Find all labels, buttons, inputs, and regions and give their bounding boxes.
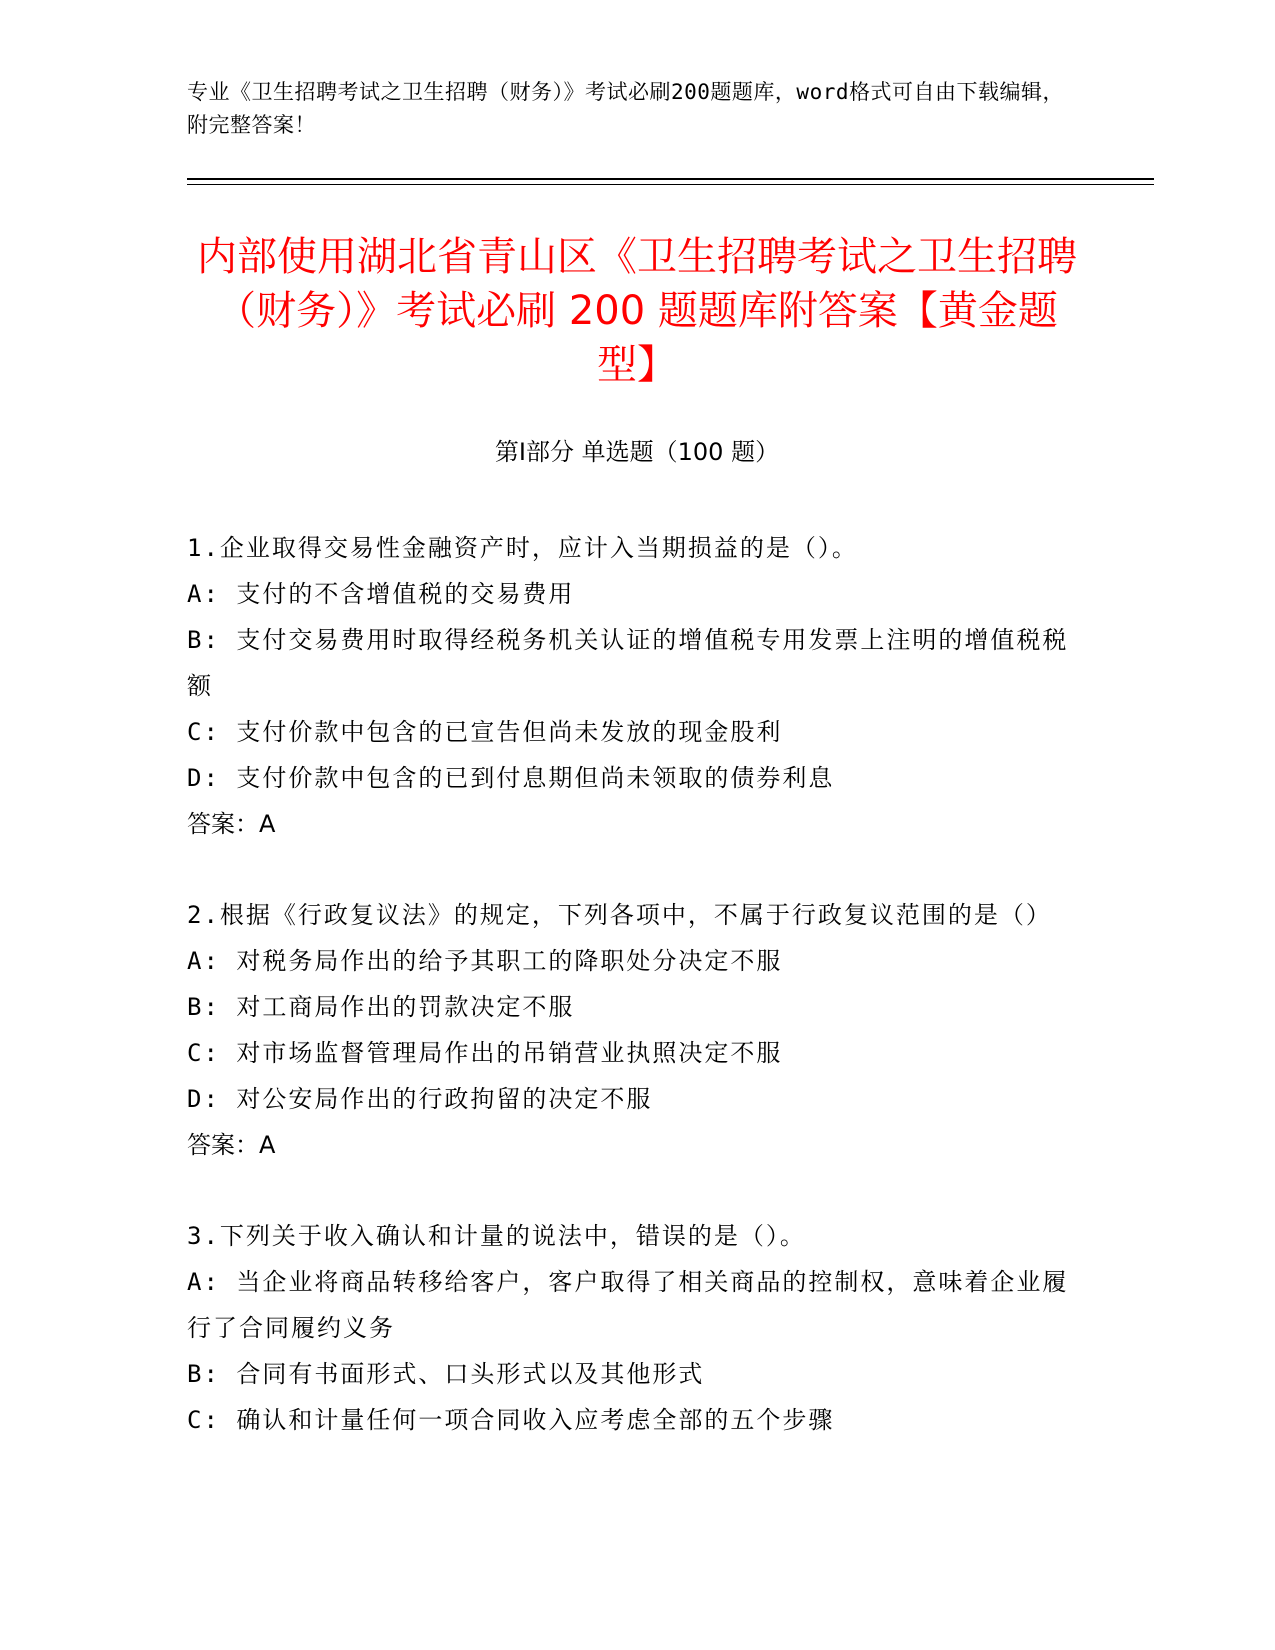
option-b: B: 对工商局作出的罚款决定不服: [187, 993, 575, 1021]
question-list: [187, 525, 1087, 1488]
option-d: D: 支付价款中包含的已到付息期但尚未领取的债券利息: [187, 764, 835, 792]
option-a: A: 当企业将商品转移给客户，客户取得了相关商品的控制权，意味着企业履行了合同履约义务: [187, 1268, 1069, 1342]
header-divider-thin: [187, 184, 1154, 185]
answer-line: 答案：A: [187, 810, 276, 838]
header-note: 专业《卫生招聘考试之卫生招聘（财务）》考试必刷200题题库，word格式可自由下载编辑，附完整答案！: [187, 80, 1064, 137]
section-title: 第Ⅰ部分 单选题（100 题）: [494, 438, 780, 466]
question-3: [187, 1213, 1087, 1443]
option-b: B: 合同有书面形式、口头形式以及其他形式: [187, 1360, 705, 1388]
header-divider-thick: [187, 178, 1154, 180]
document-title: 内部使用湖北省青山区《卫生招聘考试之卫生招聘（财务）》考试必刷 200 题题库附答案【黄金题型】: [197, 234, 1077, 388]
option-c: C: 支付价款中包含的已宣告但尚未发放的现金股利: [187, 718, 783, 746]
answer-line: 答案：A: [187, 1131, 276, 1159]
question-stem: 2.根据《行政复议法》的规定，下列各项中，不属于行政复议范围的是（）: [187, 901, 1052, 929]
question-1: [187, 525, 1087, 847]
option-a: A: 对税务局作出的给予其职工的降职处分决定不服: [187, 947, 783, 975]
option-b: B: 支付交易费用时取得经税务机关认证的增值税专用发票上注明的增值税税额: [187, 626, 1069, 700]
option-a: A: 支付的不含增值税的交易费用: [187, 580, 575, 608]
question-2: [187, 892, 1087, 1168]
option-d: D: 对公安局作出的行政拘留的决定不服: [187, 1085, 653, 1113]
option-c: C: 确认和计量任何一项合同收入应考虑全部的五个步骤: [187, 1406, 835, 1434]
question-stem: 1.企业取得交易性金融资产时，应计入当期损益的是（）。: [187, 534, 858, 562]
option-c: C: 对市场监督管理局作出的吊销营业执照决定不服: [187, 1039, 783, 1067]
question-stem: 3.下列关于收入确认和计量的说法中，错误的是（）。: [187, 1222, 806, 1250]
